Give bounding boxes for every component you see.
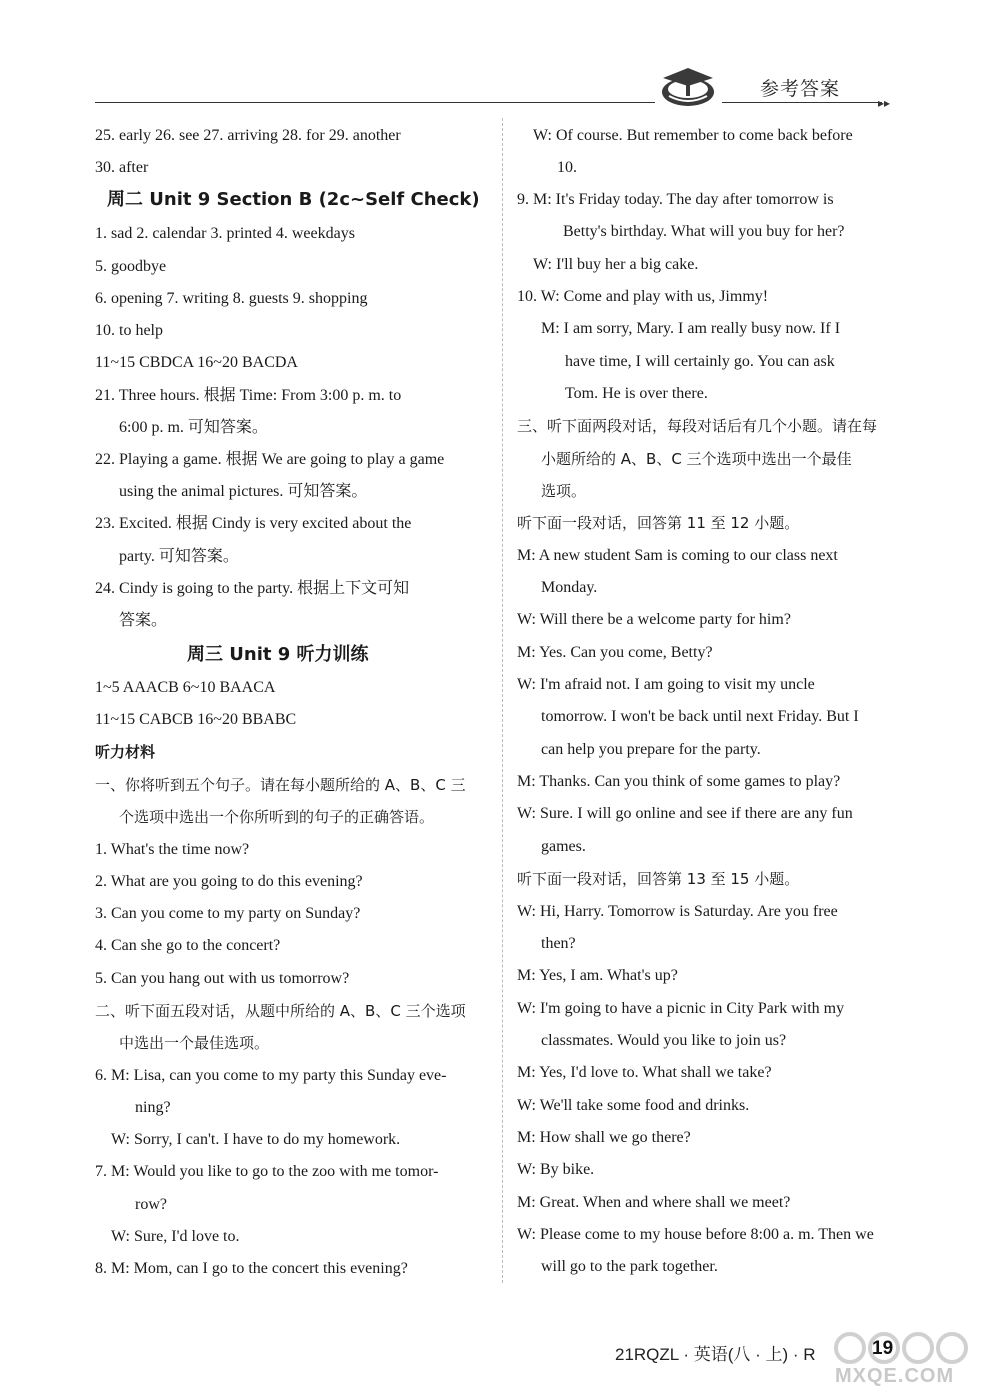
transcript-line: Monday.	[541, 579, 598, 596]
instruction-line: 中选出一个最佳选项。	[119, 1034, 270, 1052]
transcript-line: W: Will there be a welcome party for him?	[517, 611, 791, 628]
answer-line: using the animal pictures. 可知答案。	[119, 483, 368, 500]
transcript-line: W: By bike.	[517, 1161, 595, 1178]
transcript-line: have time, I will certainly go. You can ask	[565, 353, 835, 370]
transcript-line: 5. Can you hang out with us tomorrow?	[95, 970, 350, 987]
transcript-line: 10.	[557, 159, 577, 176]
answer-line: 答案。	[119, 612, 168, 629]
footer-code: 21RQZL · 英语(八 · 上) · R	[615, 1345, 816, 1364]
transcript-line: W: I'll buy her a big cake.	[533, 256, 699, 273]
answer-line: 21. Three hours. 根据 Time: From 3:00 p. m. to	[95, 387, 402, 404]
transcript-line: M: A new student Sam is coming to our class next	[517, 547, 838, 564]
transcript-line: then?	[541, 935, 576, 952]
transcript-line: W: Please come to my house before 8:00 a. m. Then we	[517, 1226, 874, 1243]
header-title: 参考答案	[760, 78, 841, 100]
transcript-line: games.	[541, 838, 586, 855]
answer-line: 22. Playing a game. 根据 We are going to play a game	[95, 451, 445, 468]
transcript-line: classmates. Would you like to join us?	[541, 1032, 787, 1049]
transcript-line: ning?	[135, 1099, 171, 1116]
transcript-line: Betty's birthday. What will you buy for her?	[563, 223, 845, 240]
answer-line: 10. to help	[95, 322, 163, 339]
header-rule	[95, 102, 655, 103]
transcript-line: M: Yes. Can you come, Betty?	[517, 644, 713, 661]
section-heading: 周三 Unit 9 听力训练	[187, 644, 369, 665]
answer-line: 5. goodbye	[95, 258, 167, 275]
answer-line: party. 可知答案。	[119, 548, 239, 565]
instruction-line: 三、听下面两段对话，每段对话后有几个小题。请在每	[517, 417, 878, 435]
transcript-line: M: How shall we go there?	[517, 1129, 691, 1146]
transcript-line: 2. What are you going to do this evening?	[95, 873, 363, 890]
transcript-line: 10. W: Come and play with us, Jimmy!	[517, 288, 769, 305]
transcript-line: 8. M: Mom, can I go to the concert this evening?	[95, 1260, 408, 1277]
answer-line: 1~5 AAACB 6~10 BAACA	[95, 679, 276, 696]
transcript-line: M: Yes, I'd love to. What shall we take?	[517, 1064, 772, 1081]
answer-line: 6. opening 7. writing 8. guests 9. shopping	[95, 290, 368, 307]
transcript-line: 6. M: Lisa, can you come to my party this Sunday eve-	[95, 1067, 447, 1084]
instruction-line: 二、听下面五段对话，从题中所给的 A、B、C 三个选项	[95, 1002, 466, 1020]
transcript-line: 9. M: It's Friday today. The day after tomorrow is	[517, 191, 834, 208]
instruction-line: 听下面一段对话，回答第 11 至 12 小题。	[517, 514, 800, 532]
transcript-line: 3. Can you come to my party on Sunday?	[95, 905, 361, 922]
transcript-line: M: Yes, I am. What's up?	[517, 967, 678, 984]
transcript-line: will go to the park together.	[541, 1258, 718, 1275]
transcript-line: M: I am sorry, Mary. I am really busy now. If I	[541, 320, 841, 337]
instruction-line: 一、你将听到五个句子。请在每小题所给的 A、B、C 三	[95, 776, 466, 794]
transcript-line: row?	[135, 1196, 167, 1213]
transcript-line: M: Great. When and where shall we meet?	[517, 1194, 791, 1211]
answer-line: 25. early 26. see 27. arriving 28. for 29. another	[95, 127, 401, 144]
transcript-line: 7. M: Would you like to go to the zoo with me tomor-	[95, 1163, 439, 1180]
transcript-line: 1. What's the time now?	[95, 841, 250, 858]
page-number: 19	[872, 1338, 894, 1359]
transcript-line: W: Sorry, I can't. I have to do my homework.	[111, 1131, 401, 1148]
transcript-line: W: I'm going to have a picnic in City Park with my	[517, 1000, 845, 1017]
arrow-right-icon: ▸▸	[878, 96, 891, 110]
transcript-line: 4. Can she go to the concert?	[95, 937, 281, 954]
answer-line: 24. Cindy is going to the party. 根据上下文可知	[95, 580, 410, 597]
transcript-line: Tom. He is over there.	[565, 385, 708, 402]
answer-line: 11~15 CBDCA 16~20 BACDA	[95, 354, 298, 371]
transcript-line: W: I'm afraid not. I am going to visit my uncle	[517, 676, 815, 693]
transcript-line: tomorrow. I won't be back until next Friday. But I	[541, 708, 859, 725]
transcript-line: W: Sure. I will go online and see if there are any fun	[517, 805, 853, 822]
header-rule-right	[722, 102, 882, 103]
section-heading: 周二 Unit 9 Section B (2c~Self Check)	[107, 189, 480, 210]
transcript-line: can help you prepare for the party.	[541, 741, 761, 758]
column-divider	[502, 118, 503, 1283]
instruction-line: 听下面一段对话，回答第 13 至 15 小题。	[517, 870, 800, 888]
transcript-line: W: Hi, Harry. Tomorrow is Saturday. Are you free	[517, 903, 838, 920]
transcript-line: W: Of course. But remember to come back before	[533, 127, 853, 144]
watermark-text: MXQE.COM	[835, 1365, 955, 1387]
transcript-line: W: We'll take some food and drinks.	[517, 1097, 750, 1114]
instruction-line: 个选项中选出一个你所听到的句子的正确答语。	[119, 808, 435, 826]
answer-line: 11~15 CABCB 16~20 BBABC	[95, 711, 297, 728]
instruction-line: 选项。	[541, 482, 587, 500]
transcript-line: W: Sure, I'd love to.	[111, 1228, 240, 1245]
transcript-line: M: Thanks. Can you think of some games to play?	[517, 773, 841, 790]
answer-line: 1. sad 2. calendar 3. printed 4. weekdays	[95, 225, 355, 242]
book-logo-icon	[655, 62, 721, 110]
subheading: 听力材料	[95, 743, 156, 761]
instruction-line: 小题所给的 A、B、C 三个选项中选出一个最佳	[541, 450, 852, 468]
answer-line: 6:00 p. m. 可知答案。	[119, 419, 268, 436]
answer-line: 23. Excited. 根据 Cindy is very excited about the	[95, 515, 412, 532]
answer-line: 30. after	[95, 159, 149, 176]
